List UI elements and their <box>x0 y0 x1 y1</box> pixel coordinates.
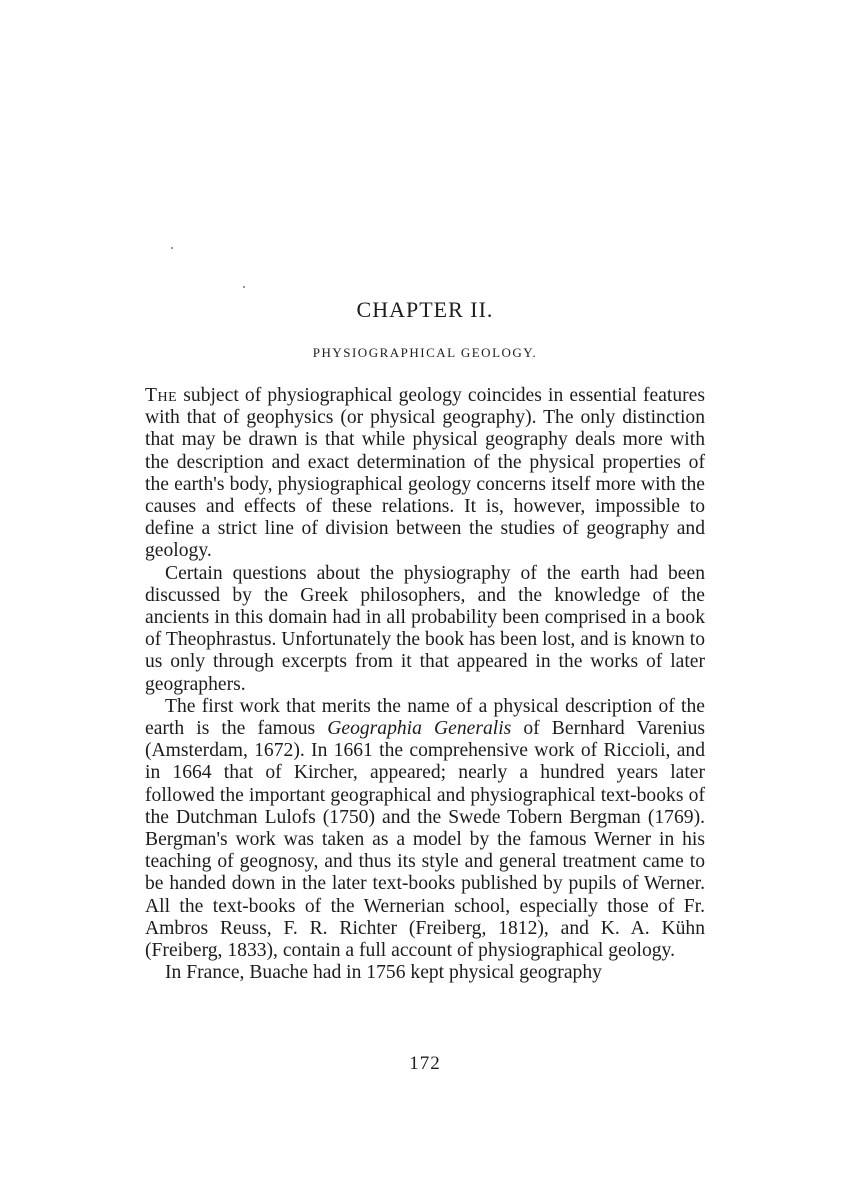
chapter-heading: CHAPTER II. <box>356 297 494 322</box>
ink-speck <box>243 286 245 288</box>
page-number: 172 <box>409 1053 441 1074</box>
book-title-italic: Geographia Generalis <box>327 718 512 740</box>
paragraph-1 <box>145 385 705 563</box>
paragraph-3 <box>145 696 705 962</box>
body-text <box>145 385 705 984</box>
paragraph-lead-word: The <box>145 385 178 406</box>
section-title: PHYSIOGRAPHICAL GEOLOGY. <box>312 345 538 360</box>
paragraph-3-text-before: The first work that merits the name of a physical description of the earth is the famous <box>145 695 705 740</box>
paragraph-2: Certain questions about the physiography of the earth had been discussed by the Greek philosophers, and the knowledge of the ancients in this domain had in all probability been comprised in a book of Theophrastus. Unfortunately the book has been lost, and is known to us only through excerpts from it that appeared in the works of later geographers. <box>145 562 705 695</box>
paragraph-4: In France, Buache had in 1756 kept physical geography <box>165 962 602 984</box>
paragraph-3-text-after: of Bernhard Varenius (Amsterdam, 1672). In 1661 the comprehensive work of Riccioli, and in 1664 that of Kircher, appeared; nearly a hundred years later followed the important geographical and physiographical text-books of the Dutchman Lulofs (1750) and the Swede Tobern Bergman (1769). Bergman's work was taken as a model by the famous Werner in his teaching of geognosy, and thus its style and general treatment came to be handed down in the later text-books published by pupils of Werner. All the text-books of the Wernerian school, especially those of Fr. Ambros Reuss, F. R. Richter (Freiberg, 1812), and K. A. Kühn (Freiberg, 1833), contain a full account of physiographical geology. <box>145 718 706 962</box>
paragraph-1-text: subject of physiographical geology coincides in essential features with that of geophysics (or physical geography). The only distinction that may be drawn is that while physical geography deals more with the description and exact determination of the physical properties of the earth's body, physiographical geology concerns itself more with the causes and effects of these relations. It is, however, impossible to define a strict line of division between the studies of geography and geology. <box>145 385 705 562</box>
ink-speck <box>171 247 173 249</box>
